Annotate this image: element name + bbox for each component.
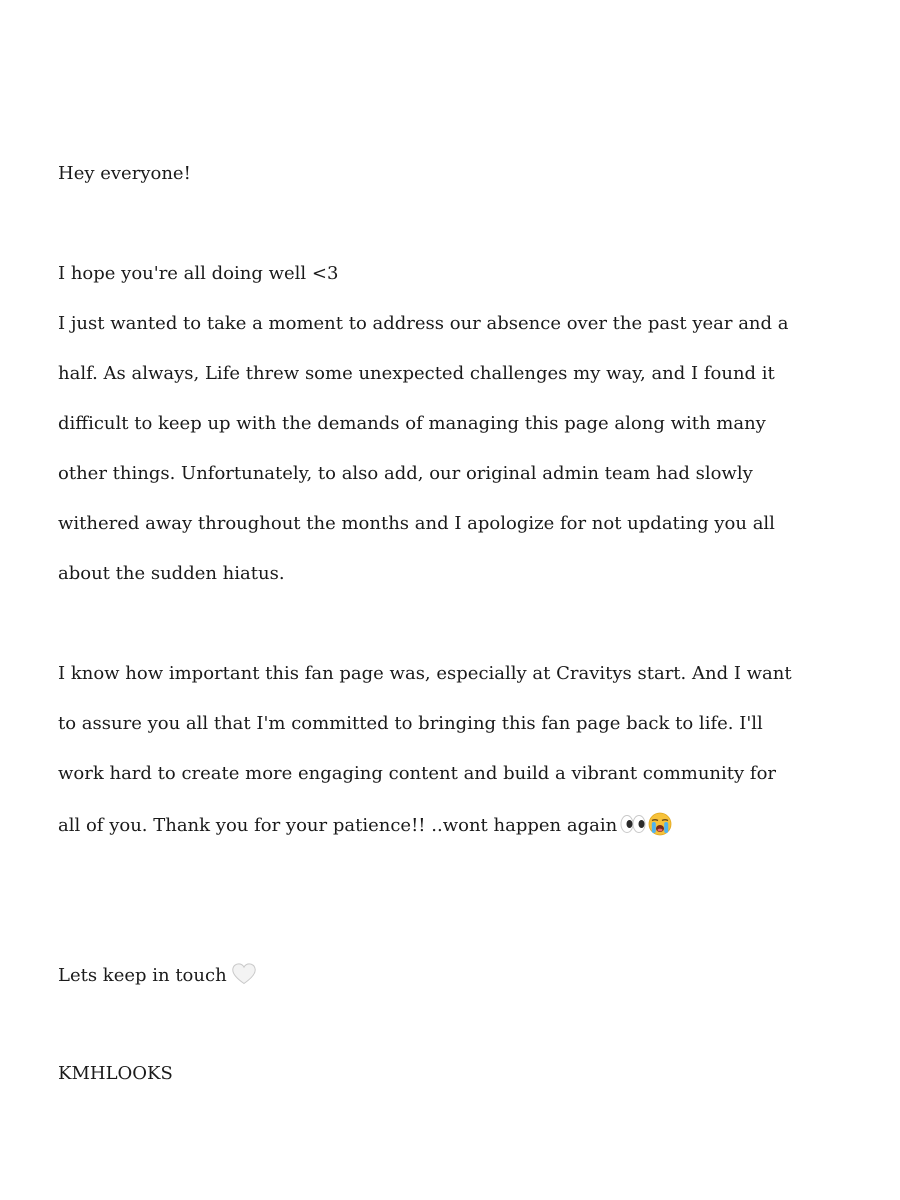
signature: KMHLOOKS (58, 1063, 173, 1084)
paragraph-last-line (58, 812, 673, 838)
closing-line (58, 962, 257, 988)
paragraph-line: withered away throughout the months and I apologize for not updating you all (58, 513, 775, 534)
greeting: Hey everyone! (58, 163, 191, 184)
paragraph-line: I just wanted to take a moment to address our absence over the past year and a (58, 313, 789, 334)
paragraph-line: half. As always, Life threw some unexpected challenges my way, and I found it (58, 363, 775, 384)
paragraph-line: I know how important this fan page was, especially at Cravitys start. And I want (58, 663, 792, 684)
paragraph-line: difficult to keep up with the demands of managing this page along with many (58, 413, 766, 434)
eyes-icon (620, 812, 646, 836)
paragraph-line: about the sudden hiatus. (58, 563, 285, 584)
closing-text: Lets keep in touch (58, 965, 227, 986)
white-heart-icon (231, 962, 257, 986)
loudly-crying-face-icon (647, 812, 673, 836)
paragraph-line: to assure you all that I'm committed to bringing this fan page back to life. I'll (58, 713, 763, 734)
paragraph-line-text: all of you. Thank you for your patience!! ..wont happen again (58, 815, 618, 836)
paragraph-line: other things. Unfortunately, to also add, our original admin team had slowly (58, 463, 753, 484)
hope-line: I hope you're all doing well <3 (58, 263, 339, 284)
paragraph-line: work hard to create more engaging content and build a vibrant community for (58, 763, 777, 784)
